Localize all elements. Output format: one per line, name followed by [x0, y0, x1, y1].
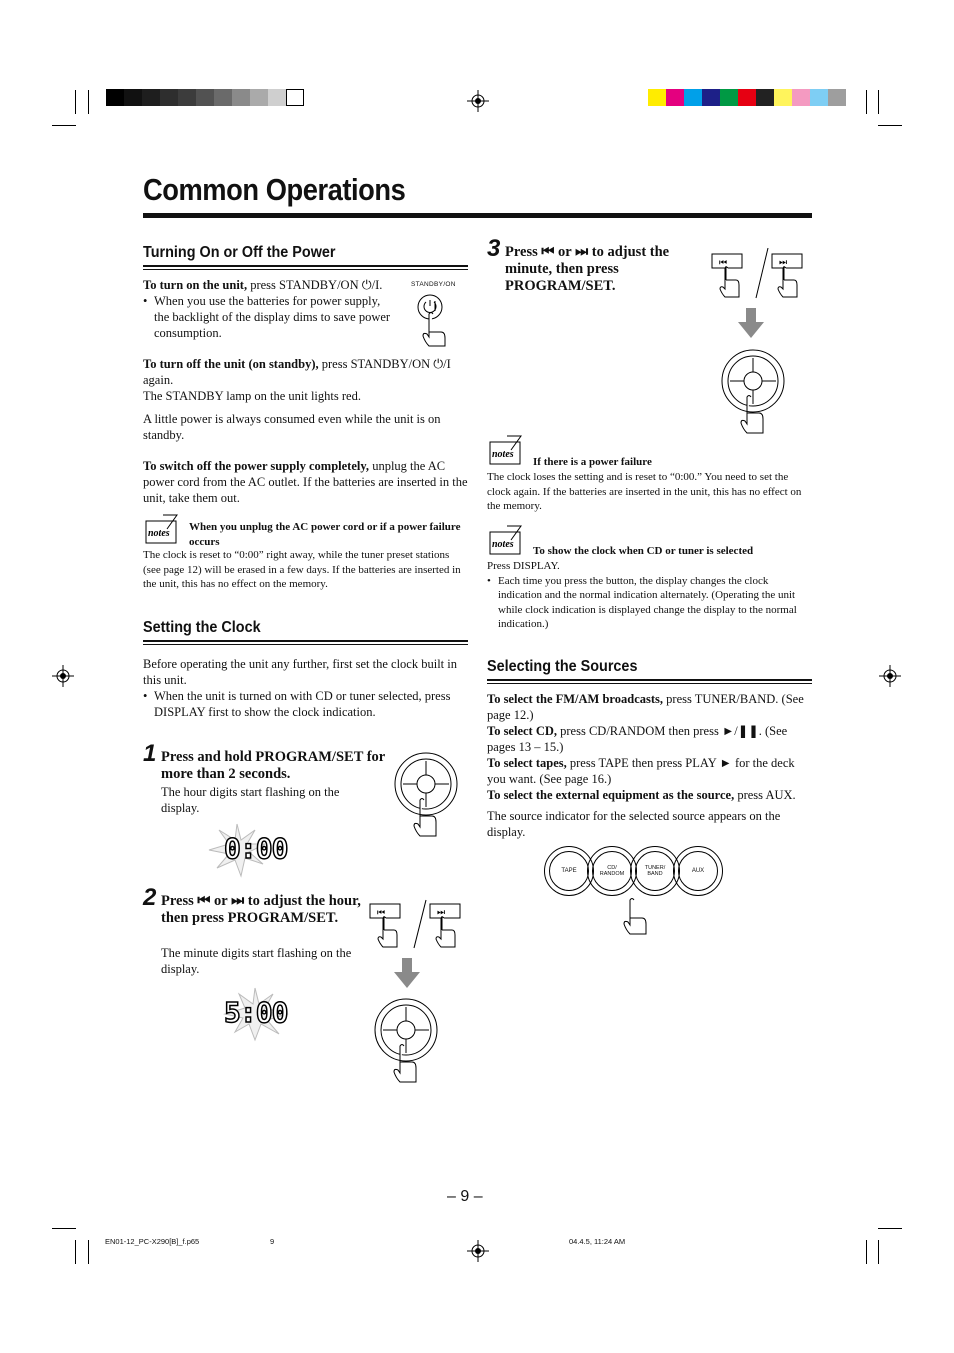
- clock-display-1: 0:00: [224, 832, 288, 865]
- notes-icon: [143, 513, 185, 545]
- section-rule: [487, 679, 812, 684]
- program-dial-icon: [372, 996, 442, 1086]
- step-2-number: 2: [143, 884, 157, 911]
- note-1-body: The clock loses the setting and is reset to “0:00.” You need to set the clock again. If the batteries are inserted in the unit, this has no effect on the memory.: [487, 471, 802, 512]
- power-standby-note: A little power is always consumed even while the unit is on standby.: [143, 412, 441, 442]
- footer-date: 04.4.5, 11:24 AM: [569, 1237, 626, 1246]
- source-buttons: [544, 846, 722, 896]
- page-title: Common Operations: [143, 172, 406, 207]
- step-2-body: The minute digits start flashing on the display.: [161, 946, 352, 976]
- section-heading-sources: Selecting the Sources: [487, 658, 638, 675]
- svg-text:notes: notes: [148, 528, 170, 539]
- cd-random-button[interactable]: CD/ RANDOM: [592, 851, 632, 891]
- svg-text:⏭: ⏭: [437, 908, 446, 918]
- standby-button-icon: [411, 292, 455, 350]
- note-2-title: To show the clock when CD or tuner is selected: [533, 545, 754, 557]
- program-dial-icon: [392, 750, 462, 840]
- power-note-title: When you unplug the AC power cord or if a power failure occurs: [189, 521, 461, 548]
- page-number: – 9 –: [447, 1188, 483, 1205]
- section-rule: [143, 640, 468, 645]
- svg-text:notes: notes: [492, 539, 514, 550]
- section-heading-power: Turning On or Off the Power: [143, 244, 336, 261]
- power-turn-on: To turn on the unit, press STANDBY/ON ⏻/I. • When you use the batteries for power supply, the backlight of the display dims to save power consumption.: [143, 277, 398, 341]
- standby-label: STANDBY/ON: [411, 281, 456, 288]
- down-arrow-icon: [393, 958, 421, 990]
- step-1-body: The hour digits start flashing on the display.: [161, 785, 340, 815]
- clock-bullet: • When the unit is turned on with CD or tuner selected, press DISPLAY first to show the clock indication.: [143, 688, 468, 720]
- power-turn-on-bullet: • When you use the batteries for power supply, the backlight of the display dims to save power consumption.: [143, 293, 398, 341]
- notes-icon: [487, 434, 529, 466]
- section-rule: [143, 265, 468, 270]
- aux-button[interactable]: AUX: [678, 851, 718, 891]
- step-3-number: 3: [487, 235, 501, 262]
- hand-pointer-icon: [622, 898, 654, 936]
- title-rule: [143, 213, 812, 218]
- power-switch-off: To switch off the power supply completely, unplug the AC power cord from the AC outlet. If the batteries are inserted in the unit, take them out.: [143, 459, 468, 505]
- program-dial-icon: [719, 347, 789, 437]
- sources-indicator-note: The source indicator for the selected source appears on the display.: [487, 809, 781, 839]
- step-2-heading: Press ⏮ or ⏭ to adjust the hour, then press PROGRAM/SET.: [161, 893, 361, 926]
- tuner-band-button[interactable]: TUNER/ BAND: [635, 851, 675, 891]
- clock-intro: Before operating the unit any further, first set the clock built in this unit. • When the unit is turned on with CD or tuner selected, press DISPLAY first to show the clock indication.: [143, 656, 468, 720]
- note-2-bullet: • Each time you press the button, the display changes the clock indication and the normal indication alternately. (Operating the unit while clock indication is displayed change the display to the normal indication.): [487, 574, 812, 632]
- footer-page: 9: [270, 1237, 275, 1246]
- section-heading-clock: Setting the Clock: [143, 619, 261, 636]
- footer-file: EN01-12_PC-X290[B]_f.p65: [105, 1237, 200, 1246]
- step-3-heading: Press ⏮ or ⏭ to adjust the minute, then press PROGRAM/SET.: [505, 244, 670, 294]
- svg-text:notes: notes: [492, 449, 514, 460]
- svg-text:⏮: ⏮: [719, 258, 728, 268]
- note-2-body: Press DISPLAY. • Each time you press the button, the display changes the clock indication and the normal indication alternately. (Operating the unit while clock indication is displayed change the display to the normal indication.): [487, 559, 812, 632]
- svg-text:⏮: ⏮: [377, 908, 386, 918]
- svg-text:⏭: ⏭: [779, 258, 788, 268]
- skip-buttons-icon: [368, 898, 464, 952]
- down-arrow-icon: [737, 308, 765, 340]
- power-note-body: The clock is reset to “0:00” right away, while the tuner preset stations (see page 12) will be erased in a few days. If the batteries are inserted in the unit, this has no effect on the memory.: [143, 549, 461, 590]
- clock-display-2: 5:00: [224, 996, 288, 1029]
- tape-button[interactable]: TAPE: [549, 851, 589, 891]
- power-turn-off: To turn off the unit (on standby), press STANDBY/ON ⏻/I again. The STANDBY lamp on the unit lights red.: [143, 357, 451, 403]
- note-1-title: If there is a power failure: [533, 456, 652, 468]
- step-1-heading: Press and hold PROGRAM/SET for more than 2 seconds.: [161, 749, 385, 782]
- step-1-number: 1: [143, 740, 157, 767]
- sources-list: To select the FM/AM broadcasts, press TUNER/BAND. (See page 12.) To select CD, press CD/RANDOM then press ►/❚❚. (See pages 13 – 15.) To select tapes, press TAPE then press PLAY ► for the deck you want. (See page 16.) To select the external equipment as the source, press AUX.: [487, 692, 804, 802]
- notes-icon: [487, 524, 529, 556]
- skip-buttons-icon: [710, 248, 806, 302]
